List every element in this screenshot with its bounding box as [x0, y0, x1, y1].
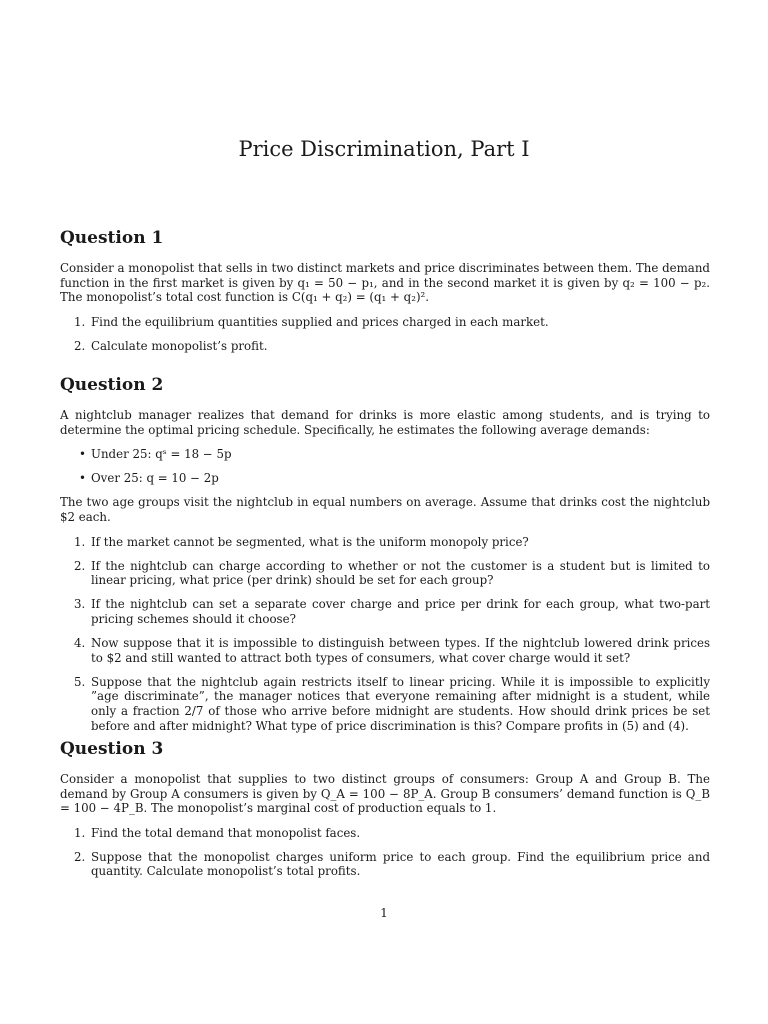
- question-2-list: [60, 535, 710, 734]
- item-number: 5.: [74, 674, 86, 689]
- item-text: Over 25: q = 10 − 2p: [91, 471, 219, 486]
- question-1-section: [60, 228, 710, 363]
- item-text: Find the equilibrium quantities supplied and prices charged in each market.: [91, 314, 549, 329]
- list-item: [60, 675, 710, 733]
- list-item: [60, 339, 710, 354]
- item-text: If the market cannot be segmented, what is the uniform monopoly price?: [91, 534, 529, 549]
- item-number: 1.: [74, 314, 86, 329]
- question-2-bullets: [60, 447, 710, 486]
- bullet-icon: •: [79, 471, 86, 486]
- question-1-list: [60, 315, 710, 354]
- item-number: 2.: [74, 558, 86, 573]
- document-title: Price Discrimination, Part I: [238, 137, 530, 161]
- question-3-section: [60, 739, 710, 889]
- list-item: [60, 315, 710, 330]
- item-text: Calculate monopolist’s profit.: [91, 338, 268, 353]
- item-text: If the nightclub can set a separate cover charge and price per drink for each group, what two-part pricing schemes should it choose?: [91, 597, 710, 626]
- question-2-intro: A nightclub manager realizes that demand for drinks is more elastic among students, and is trying to determine the optimal pricing schedule. Specifically, he estimates the following average demands:: [60, 408, 710, 437]
- item-text: Find the total demand that monopolist faces.: [91, 825, 361, 840]
- list-item: [60, 471, 710, 486]
- item-number: 1.: [74, 825, 86, 840]
- question-1-intro: Consider a monopolist that sells in two distinct markets and price discriminates between them. The demand function in the first market is given by q₁ = 50 − p₁, and in the second market it is given by q₂ = 100 − p₂. The monopolist’s total cost function is C(q₁ + q₂) = (q₁ + q₂)².: [60, 261, 710, 305]
- item-number: 1.: [74, 534, 86, 549]
- question-3-heading: Question 3: [60, 739, 164, 759]
- question-3-intro: Consider a monopolist that supplies to two distinct groups of consumers: Group A and Group B. The demand by Group A consumers is given by Q_A = 100 − 8P_A. Group B consumers’ demand function is Q_B = 100 − 4P_B. The monopolist’s marginal cost of production equals to 1.: [60, 772, 710, 816]
- bullet-icon: •: [79, 447, 86, 462]
- item-text: Under 25: qˢ = 18 − 5p: [91, 447, 232, 462]
- question-2-section: [60, 375, 710, 743]
- list-item: [60, 597, 710, 626]
- question-2-heading: Question 2: [60, 375, 164, 395]
- list-item: [60, 850, 710, 879]
- item-number: 2.: [74, 338, 86, 353]
- item-text: If the nightclub can charge according to whether or not the customer is a student but is limited to linear pricing, what price (per drink) should be set for each group?: [91, 558, 710, 588]
- item-text: Now suppose that it is impossible to distinguish between types. If the nightclub lowered drink prices to $2 and still wanted to attract both types of consumers, what cover charge would it set?: [91, 636, 710, 665]
- item-text: Suppose that the nightclub again restricts itself to linear pricing. While it is impossible to explicitly ”age discriminate”, the manager notices that everyone remaining after midnight is a student, while only a fraction 2/7 of those who arrive before midnight are students. How should drink prices be set before and after midnight? What type of price discrimination is this? Compare profits in (5) and (4).: [91, 674, 710, 733]
- question-1-heading: Question 1: [60, 228, 164, 248]
- item-number: 2.: [74, 849, 86, 864]
- item-number: 4.: [74, 636, 86, 651]
- list-item: [60, 826, 710, 841]
- list-item: [60, 636, 710, 665]
- page-number: 1: [380, 906, 388, 920]
- item-number: 3.: [74, 597, 86, 612]
- list-item: [60, 559, 710, 588]
- list-item: [60, 447, 710, 462]
- question-3-list: [60, 826, 710, 879]
- item-text: Suppose that the monopolist charges uniform price to each group. Find the equilibrium price and quantity. Calculate monopolist’s total profits.: [91, 849, 710, 879]
- list-item: [60, 535, 710, 550]
- question-2-middle: The two age groups visit the nightclub in equal numbers on average. Assume that drinks cost the nightclub $2 each.: [60, 495, 710, 524]
